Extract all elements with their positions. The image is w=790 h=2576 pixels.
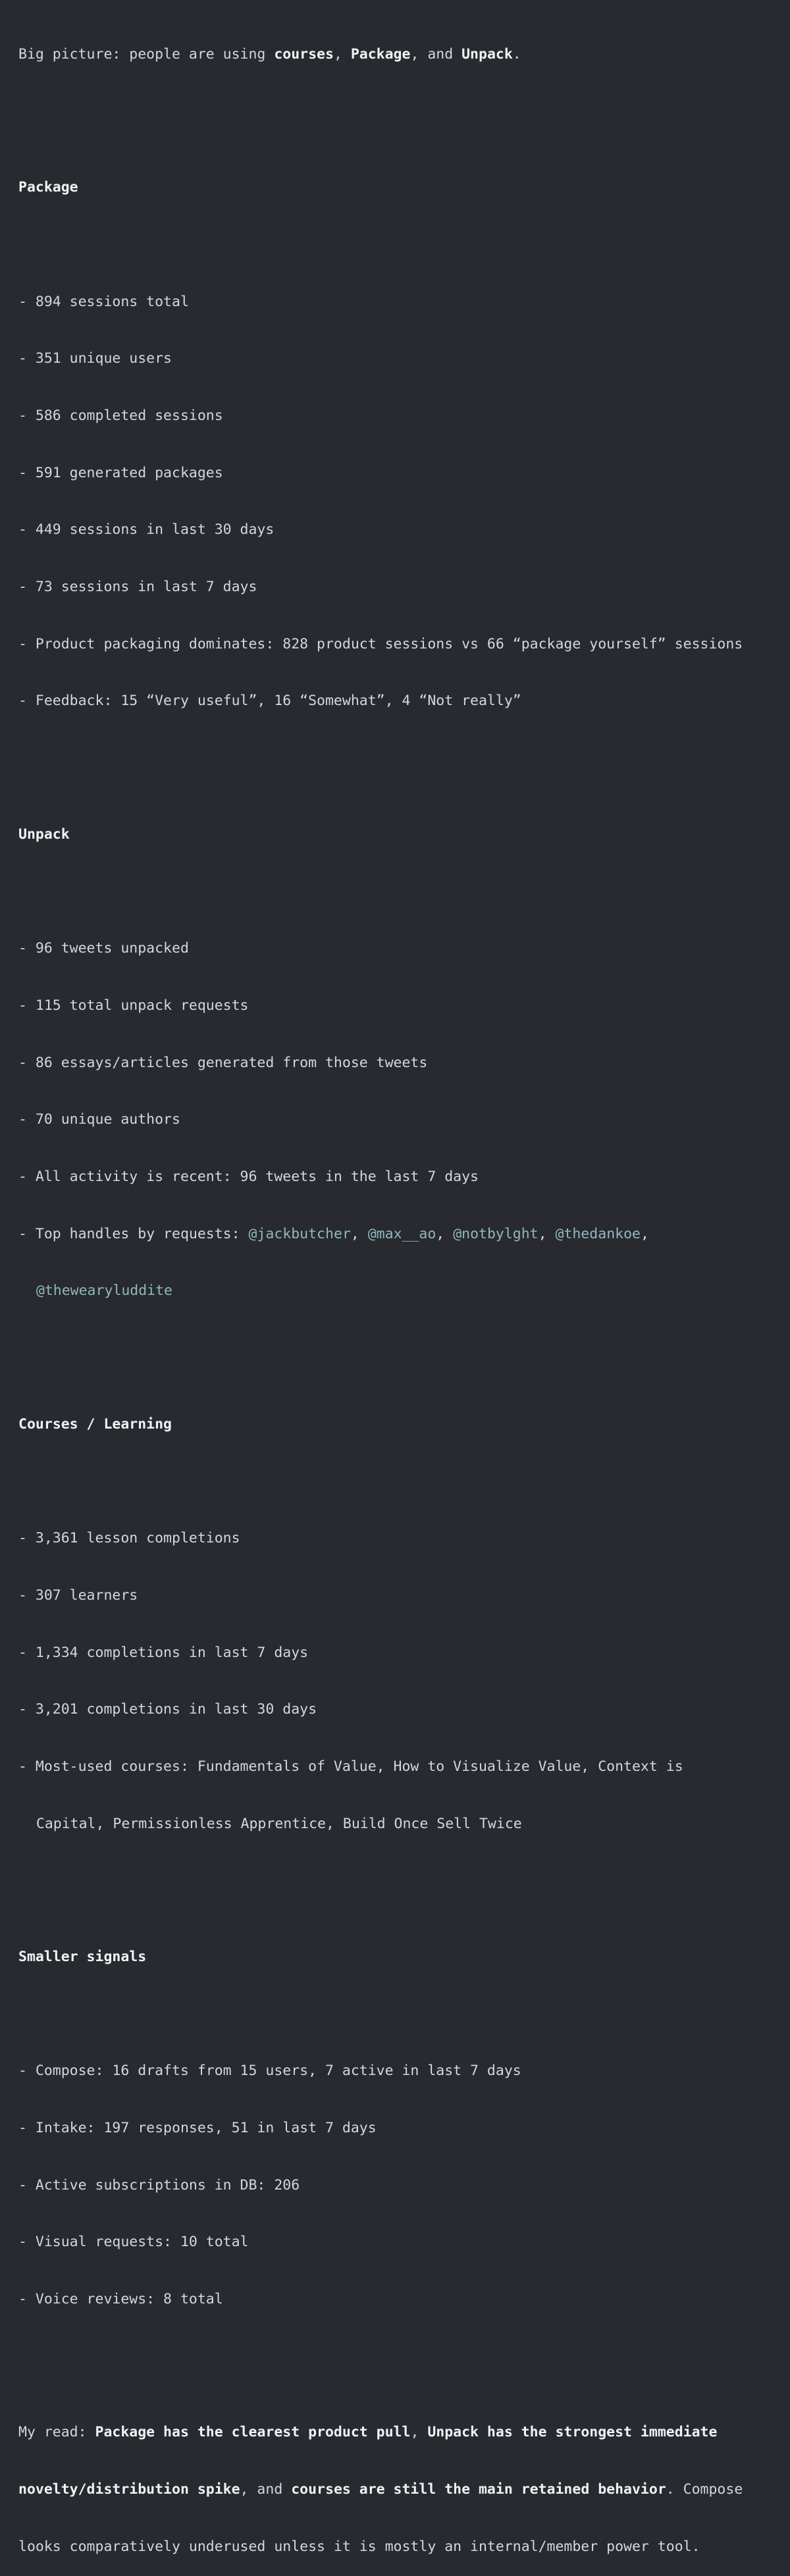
courses-item: - Most-used courses: Fundamentals of Value, How to Visualize Value, Context is bbox=[18, 1758, 683, 1775]
read-bold-unpack: Unpack has the strongest immediate bbox=[427, 2424, 718, 2441]
intro-prefix: Big picture: people are using bbox=[18, 45, 275, 63]
courses-item: - 1,334 completions in last 7 days bbox=[18, 1644, 309, 1661]
spacer bbox=[18, 1339, 790, 1358]
signals-item: - Intake: 197 responses, 51 in last 7 days bbox=[18, 2120, 377, 2137]
read-bold-unpack-cont: novelty/distribution spike bbox=[18, 2481, 240, 2498]
package-item: - Product packaging dominates: 828 product sessions vs 66 “package yourself” sessions bbox=[18, 635, 743, 652]
intro-unpack: Unpack bbox=[461, 45, 513, 63]
signals-item: - Voice reviews: 8 total bbox=[18, 2291, 223, 2308]
handle-link-max-ao[interactable]: @max__ao bbox=[367, 1225, 436, 1242]
intro-sep: , bbox=[333, 45, 351, 63]
intro-suffix: . bbox=[512, 45, 521, 63]
package-item: - Feedback: 15 “Very useful”, 16 “Somewhat”, 4 “Not really” bbox=[18, 693, 521, 710]
spacer bbox=[18, 2005, 790, 2024]
spacer bbox=[18, 882, 790, 901]
read-bold-package: Package has the clearest product pull bbox=[95, 2424, 411, 2441]
signals-item: - Visual requests: 10 total bbox=[18, 2234, 249, 2251]
package-item: - 351 unique users bbox=[18, 350, 172, 367]
unpack-item: - 86 essays/articles generated from those tweets bbox=[18, 1054, 428, 1071]
spacer bbox=[18, 103, 790, 122]
spacer bbox=[18, 1872, 790, 1891]
unpack-heading: Unpack bbox=[18, 826, 70, 843]
package-item: - 73 sessions in last 7 days bbox=[18, 579, 257, 596]
handle-sep: , bbox=[538, 1225, 556, 1242]
handle-link-jackbutcher[interactable]: @jackbutcher bbox=[248, 1225, 351, 1242]
courses-item: - 3,361 lesson completions bbox=[18, 1530, 240, 1547]
spacer bbox=[18, 2348, 790, 2367]
courses-item-continuation: Capital, Permissionless Apprentice, Build Once Sell Twice bbox=[36, 1815, 522, 1832]
handle-sep: , bbox=[640, 1225, 649, 1242]
spacer bbox=[18, 1472, 790, 1491]
courses-item: - 3,201 completions in last 30 days bbox=[18, 1701, 317, 1718]
signals-item: - Compose: 16 drafts from 15 users, 7 active in last 7 days bbox=[18, 2063, 521, 2080]
courses-item: - 307 learners bbox=[18, 1587, 138, 1604]
read-sep: , bbox=[410, 2424, 428, 2441]
handle-sep: , bbox=[436, 1225, 454, 1242]
unpack-item: - 115 total unpack requests bbox=[18, 997, 249, 1014]
read-prefix: My read: bbox=[18, 2424, 95, 2441]
unpack-item: - All activity is recent: 96 tweets in the last 7 days bbox=[18, 1168, 479, 1185]
spacer bbox=[18, 236, 790, 255]
handle-link-notbylght[interactable]: @notbylght bbox=[453, 1225, 539, 1242]
intro-package: Package bbox=[350, 45, 411, 63]
spacer bbox=[18, 749, 790, 768]
unpack-handles-line bbox=[18, 1225, 790, 1244]
package-item: - 591 generated packages bbox=[18, 464, 223, 481]
read-tail: . Compose bbox=[666, 2481, 743, 2498]
handle-link-thewearyluddite[interactable]: @thewearyluddite bbox=[36, 1282, 172, 1300]
handle-link-thedankoe[interactable]: @thedankoe bbox=[555, 1225, 641, 1242]
unpack-handles-continuation bbox=[18, 1282, 790, 1301]
read-bold-courses: courses are still the main retained behavior bbox=[291, 2481, 666, 2498]
intro-line bbox=[18, 45, 790, 65]
handles-prefix: - Top handles by requests: bbox=[18, 1225, 249, 1242]
unpack-item: - 96 tweets unpacked bbox=[18, 940, 189, 957]
intro-courses: courses bbox=[274, 45, 334, 63]
intro-sep: , and bbox=[410, 45, 462, 63]
unpack-item: - 70 unique authors bbox=[18, 1111, 180, 1128]
package-item: - 586 completed sessions bbox=[18, 407, 223, 424]
signals-heading: Smaller signals bbox=[18, 1948, 147, 1965]
read-line-2 bbox=[18, 2481, 790, 2500]
package-item: - 449 sessions in last 30 days bbox=[18, 521, 275, 539]
signals-item: - Active subscriptions in DB: 206 bbox=[18, 2176, 300, 2194]
package-item: - 894 sessions total bbox=[18, 293, 189, 310]
read-sep: , and bbox=[240, 2481, 292, 2498]
courses-heading: Courses / Learning bbox=[18, 1415, 172, 1433]
read-line-1 bbox=[18, 2423, 790, 2442]
package-heading: Package bbox=[18, 179, 78, 196]
handle-sep: , bbox=[350, 1225, 368, 1242]
read-line-3: looks comparatively underused unless it is mostly an internal/member power tool. bbox=[18, 2538, 700, 2555]
